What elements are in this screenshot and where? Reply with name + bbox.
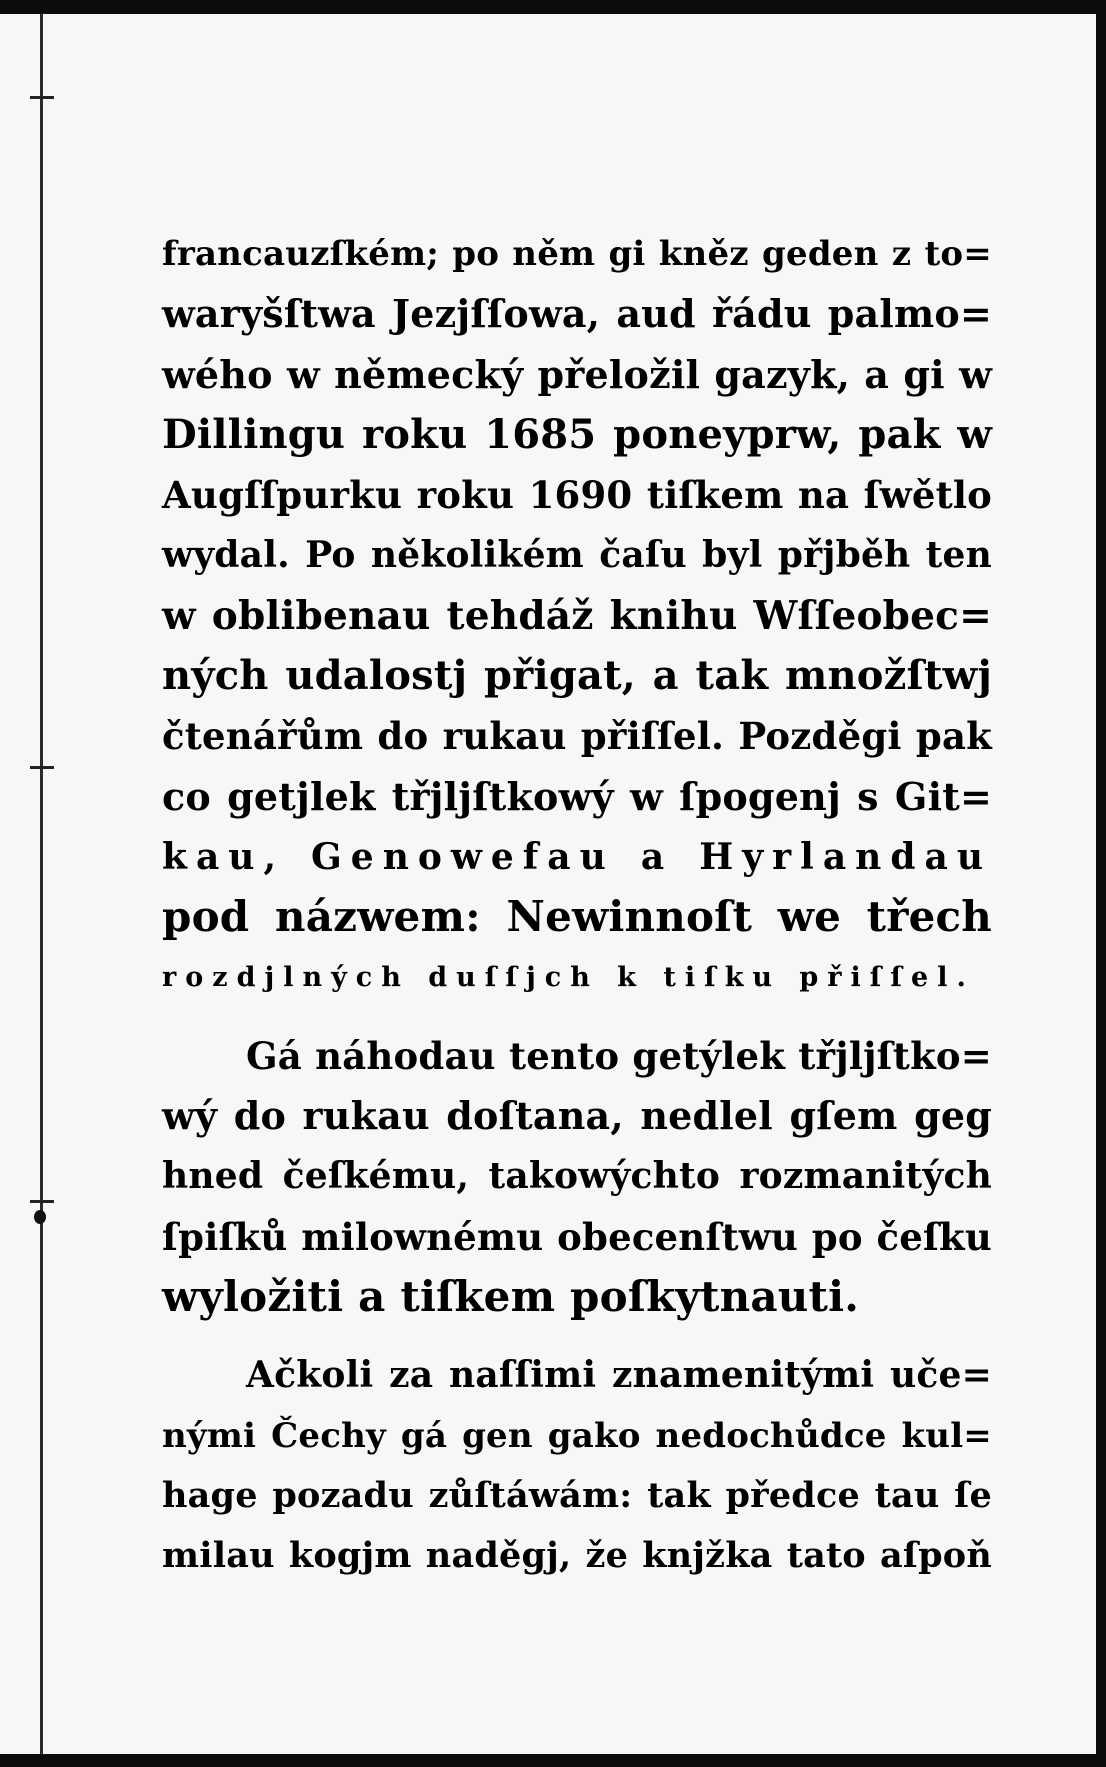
text-line: Dillingu roku 1685 poneyprw, pak w (162, 410, 992, 458)
margin-blot (34, 1210, 46, 1224)
margin-tick (30, 766, 54, 769)
text-line: hned čeſkému, takowýchto rozmanitých (162, 1155, 992, 1198)
paragraph-2 (162, 1026, 992, 1327)
page-text (162, 224, 992, 1587)
paragraph-1 (162, 224, 992, 1008)
margin-tick (30, 1200, 54, 1203)
margin-tick (30, 96, 54, 99)
text-line: wydal. Po několikém čaſu byl přjběh ten (162, 534, 992, 577)
text-line: ſpiſků milownému obecenſtwu po čeſku (162, 1214, 992, 1259)
text-line: čtenářům do rukau přiſſel. Pozděgi pak (162, 714, 992, 759)
text-line: wého w německý přeložil gazyk, a gi w (162, 351, 992, 397)
text-line: waryšſtwa Jezjſſowa, aud řádu palmo= (162, 291, 992, 337)
text-line: ných udalostj přigat, a tak množſtwj (162, 652, 992, 700)
text-line: Ačkoli za naſſimi znamenitými uče= (246, 1354, 992, 1397)
text-line: nými Čechy gá gen gako nedochůdce kul= (162, 1415, 992, 1456)
text-line: wyložiti a tiſkem poſkytnauti. (162, 1272, 860, 1322)
text-line: kau, Genowefau a Hyrlandau (162, 835, 992, 878)
text-line: hage pozadu zůſtáwám: tak předce tau ſe (162, 1474, 992, 1516)
gutter-rule (40, 14, 43, 1754)
paragraph-3 (162, 1345, 992, 1586)
text-line: francauzſkém; po něm gi kněz geden z to= (162, 234, 992, 274)
text-line: wý do rukau doſtana, nedlel gſem geg (162, 1093, 992, 1139)
text-line: co getjlek třjljſtkowý w ſpogenj s Git= (162, 773, 992, 819)
text-line: pod názwem: Newinnoſt we třech (162, 892, 992, 942)
text-line: Gá náhodau tento getýlek třjljſtko= (246, 1033, 992, 1078)
text-line: Augſſpurku roku 1690 tiſkem na ſwětlo (162, 473, 992, 518)
text-line: w oblibenau tehdáž knihu Wſſeobec= (162, 592, 992, 639)
book-page (0, 14, 1096, 1754)
text-line: milau kogjm naděgj, že knjžka tato aſpoň (162, 1535, 992, 1577)
text-line: rozdjlných duſſjch k tiſku přiſſel. (162, 961, 975, 993)
